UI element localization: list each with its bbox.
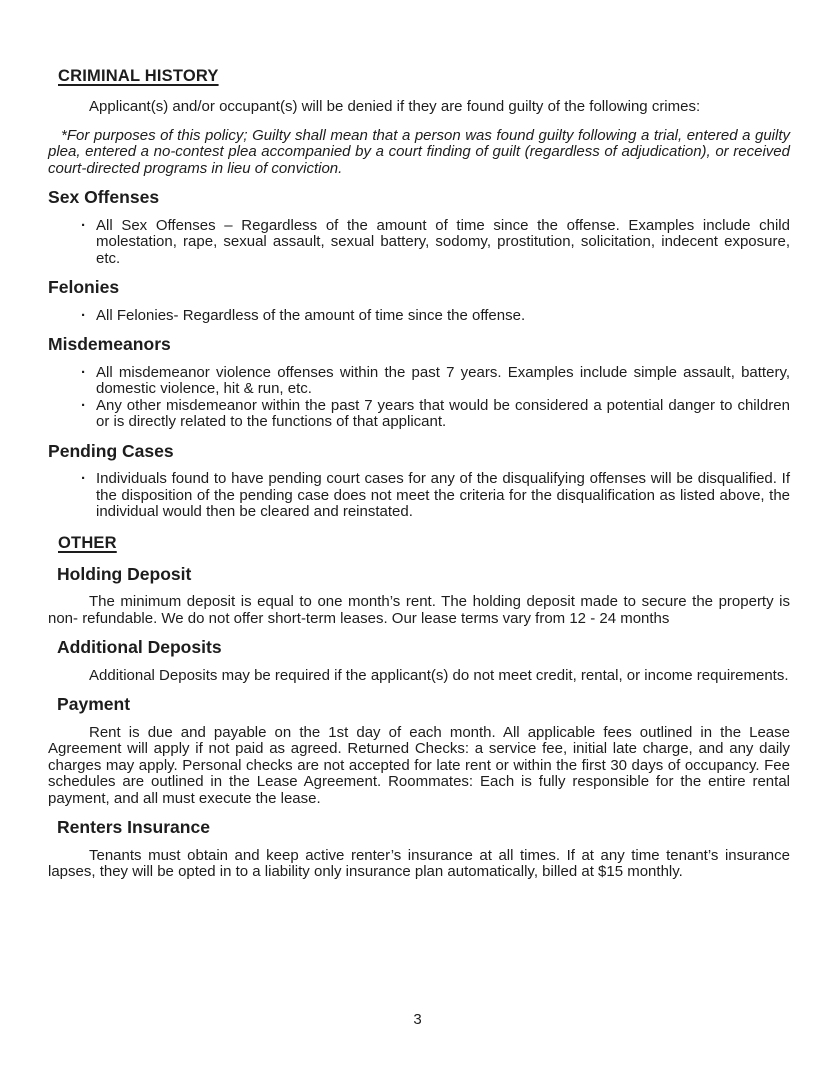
criminal-history-section — [48, 66, 790, 521]
bullet-icon: · — [81, 363, 86, 381]
bullet-icon: · — [81, 396, 86, 414]
renters-insurance-paragraph: Tenants must obtain and keep active renter’s insurance at all times. If at any time tenant’s insurance lapses, they will be opted in to a liability only insurance plan automatically, billed at $15 monthly. — [48, 846, 790, 880]
sex-offenses-bullet-list — [48, 218, 790, 268]
pending-cases-bullet-list — [48, 471, 790, 521]
subheading-sex-offenses: Sex Offenses — [48, 187, 160, 207]
bullet-item — [48, 471, 790, 521]
bullet-item — [48, 218, 790, 268]
subheading-additional-deposits: Additional Deposits — [57, 637, 222, 657]
bullet-icon: · — [81, 306, 86, 324]
bullet-item — [48, 308, 790, 325]
subheading-pending-cases: Pending Cases — [48, 440, 174, 461]
bullet-text: All misdemeanor violence offenses within the past 7 years. Examples include simple assault, battery, domestic violence, hit & run, etc. — [96, 363, 790, 397]
bullet-text: All Felonies- Regardless of the amount of time since the offense. — [96, 306, 526, 324]
page-number: 3 — [413, 1011, 422, 1028]
bullet-item — [48, 365, 790, 398]
subheading-renters-insurance: Renters Insurance — [57, 817, 210, 837]
section-title-other: OTHER — [58, 533, 117, 552]
bullet-icon: · — [81, 216, 86, 234]
other-section — [48, 533, 790, 881]
section-title-criminal-history: CRIMINAL HISTORY — [58, 67, 219, 85]
bullet-icon: · — [81, 470, 86, 487]
bullet-text: Individuals found to have pending court cases for any of the disqualifying offenses will be disqualified. If the disposition of the pending case does not meet the criteria for the disqualification as listed above, the individual would then be cleared and reinstated. — [96, 470, 790, 520]
subheading-felonies: Felonies — [48, 277, 120, 297]
guilty-definition-note: *For purposes of this policy; Guilty shall mean that a person was found guilty following a trial, entered a guilty plea, entered a no-contest plea accompanied by a court finding of guilt (regardless of adjudication), or received court-directed programs in lieu of conviction. — [48, 126, 790, 177]
bullet-text: Any other misdemeanor within the past 7 years that would be considered a potential danger to children or is directly related to the functions of that applicant. — [96, 396, 790, 430]
criminal-intro-paragraph: Applicant(s) and/or occupant(s) will be denied if they are found guilty of the following crimes: — [89, 98, 701, 115]
additional-deposits-paragraph: Additional Deposits may be required if the applicant(s) do not meet credit, rental, or income requirements. — [89, 666, 789, 684]
bullet-text: All Sex Offenses – Regardless of the amount of time since the offense. Examples include child molestation, rape, sexual assault, sexual battery, sodomy, prostitution, solicitation, indecent exposure, etc. — [96, 216, 790, 267]
misdemeanors-bullet-list — [48, 365, 790, 431]
payment-paragraph: Rent is due and payable on the 1st day of each month. All applicable fees outlined in the Lease Agreement will apply if not paid as agreed. Returned Checks: a service fee, initial late charge, and any daily charges may apply. Personal checks are not accepted for late rent or within the first 30 days of occupancy. Fee schedules are outlined in the Lease Agreement. Roommates: Each is fully responsible for the entire rental payment, and all must execute the lease. — [48, 723, 790, 807]
holding-deposit-paragraph: The minimum deposit is equal to one month’s rent. The holding deposit made to secure the property is non- refundable. We do not offer short-term leases. Our lease terms vary from 12 - 24 months — [48, 593, 790, 627]
subheading-holding-deposit: Holding Deposit — [57, 563, 192, 584]
bullet-item — [48, 398, 790, 431]
subheading-payment: Payment — [57, 694, 131, 714]
subheading-misdemeanors: Misdemeanors — [48, 334, 171, 354]
felonies-bullet-list — [48, 308, 790, 325]
